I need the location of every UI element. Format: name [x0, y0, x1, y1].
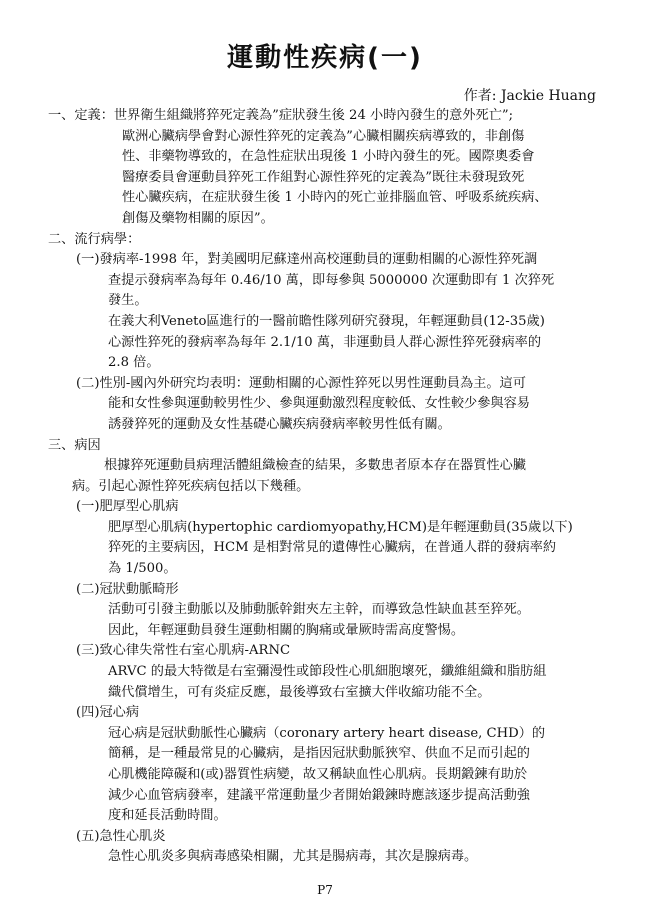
text-line: 心源性猝死的發病率為每年 2.1/10 萬，非運動員人群心源性猝死發病率的 — [108, 334, 542, 350]
text-line: 三、病因 — [48, 437, 101, 453]
text-line: 活動可引發主動脈以及肺動脈幹鉗夾左主幹，而導致急性缺血甚至猝死。 — [108, 602, 530, 618]
text-line: 能和女性參與運動較男性少、參與運動激烈程度較低、女性較少參與容易 — [108, 396, 530, 412]
text-line: ARVC 的最大特徵是右室彌漫性或節段性心肌細胞壞死，纖維組織和脂肪組 — [108, 664, 547, 680]
text-line: 心肌機能障礙和(或)器質性病變，故又稱缺血性心肌病。長期鍛鍊有助於 — [108, 767, 528, 782]
text-line: 歐洲心臟病學會對心源性猝死的定義為”心臟相關疾病導致的，非創傷 — [122, 128, 525, 144]
text-line: 性、非藥物導致的，在急性症狀出現後 1 小時內發生的死。國際奧委會 — [122, 149, 535, 165]
text-line: 因此，年輕運動員發生運動相關的胸痛或暈厥時需高度警惕。 — [108, 622, 465, 638]
text-line: 猝死的主要病因，HCM 是相對常見的遺傳性心臟病，在普通人群的發病率約 — [108, 540, 557, 556]
text-line: 冠心病是冠狀動脈性心臟病（coronary artery heart disease, CHD）的 — [108, 725, 546, 741]
text-line: 2.8 倍。 — [108, 355, 160, 371]
text-line: (二)性別-國內外研究均表明：運動相關的心源性猝死以男性運動員為主。這可 — [76, 375, 526, 391]
text-line: 在義大利Veneto區進行的一醫前瞻性隊列研究發現，年輕運動員(12-35歲) — [108, 313, 545, 329]
text-line: 織代償增生，可有炎症反應，最後導致右室擴大伴收縮功能不全。 — [108, 684, 491, 700]
author-line: 作者: Jackie Huang — [463, 88, 596, 104]
text-line: 二、流行病學： — [48, 231, 141, 247]
text-line: 性心臟疾病，在症狀發生後 1 小時內的死亡並排腦血管、呼吸系統疾病、 — [122, 190, 548, 206]
text-line: 創傷及藥物相關的原因”。 — [122, 210, 274, 226]
text-line: 醫療委員會運動員猝死工作組對心源性猝死的定義為”既往未發現致死 — [122, 169, 525, 185]
text-line: (三)致心律失常性右室心肌病-ARNC — [76, 643, 291, 659]
text-line: 一、定義：世界衛生組織將猝死定義為”症狀發生後 24 小時內發生的意外死亡”; — [48, 108, 514, 123]
text-line: 減少心血管病發率，建議平常運動量少者開始鍛鍊時應該逐步提高活動強 — [108, 787, 530, 803]
text-line: 肥厚型心肌病(hypertophic cardiomyopathy,HCM)是年輕運動員(35歲以下) — [108, 519, 573, 535]
text-line: 簡稱，是一種最常見的心臟病，是指因冠狀動脈狹窄、供血不足而引起的 — [108, 746, 530, 762]
text-line: 根據猝死運動員病理活體組織檢查的結果，多數患者原本存在器質性心臟 — [104, 458, 526, 474]
text-line: (一)肥厚型心肌病 — [76, 499, 179, 515]
text-line: 發生。 — [108, 293, 148, 309]
text-line: (五)急性心肌炎 — [76, 828, 166, 844]
text-line: 度和延長活動時間。 — [108, 808, 227, 824]
text-line: 查提示發病率為每年 0.46/10 萬，即每參與 5000000 次運動即有 1 次猝死 — [108, 272, 555, 288]
page-number: P7 — [317, 883, 333, 897]
text-line: 急性心肌炎多與病毒感染相關，尤其是腸病毒，其次是腺病毒。 — [108, 849, 478, 865]
text-line: 病。引起心源性猝死疾病包括以下幾種。 — [72, 478, 310, 494]
text-line: (四)冠心病 — [76, 705, 140, 721]
body-text — [0, 106, 650, 868]
text-line: (二)冠狀動脈畸形 — [76, 581, 179, 597]
page-title: 運動性疾病(一) — [227, 43, 423, 73]
text-line: (一)發病率-1998 年，對美國明尼蘇達州高校運動員的運動相關的心源性猝死調 — [76, 252, 538, 268]
text-line: 誘發猝死的運動及女性基礎心臟疾病發病率較男性低有關。 — [108, 416, 451, 432]
text-line: 為 1/500。 — [108, 561, 177, 577]
